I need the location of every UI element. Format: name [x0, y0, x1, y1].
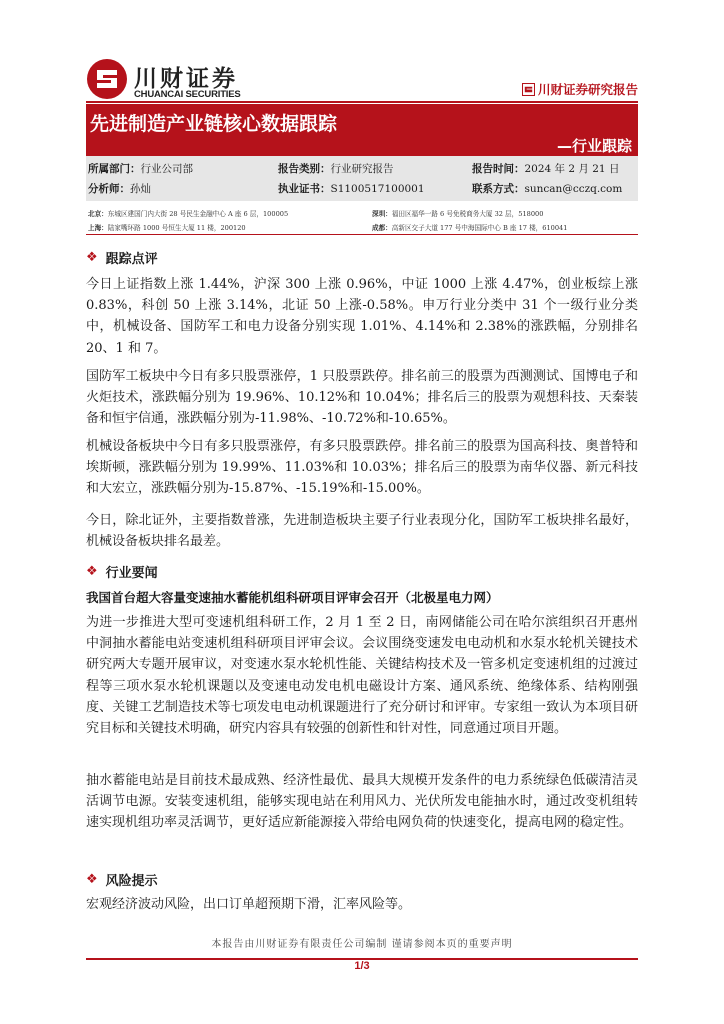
section-diamond-icon: ❖: [86, 872, 98, 887]
news-paragraph-2: 抽水蓄能电站是目前技术最成熟、经济性最优、最具大规模开发条件的电力系统绿色低碳清洁灵活调节电源。安装变速机组，能够实现电站在利用风力、光伏所发电能抽水时，通过改变机组转速实现机组功率灵活调节，更好适应新能源接入带给电网负荷的快速变化，提高电网的稳定性。: [86, 773, 638, 831]
title-banner: [86, 104, 638, 156]
section-heading-news: ❖ 行业要闻: [86, 564, 158, 581]
report-brand-label: 川财证券研究报告: [537, 82, 638, 97]
section-heading-review: ❖ 跟踪点评: [86, 250, 158, 267]
company-name-en: CHUANCAI SECURITIES: [134, 89, 241, 100]
address-divider: [86, 234, 638, 235]
meta-analyst: 分析师：孙灿: [88, 183, 151, 195]
meta-contact: 联系方式：suncan@cczq.com: [472, 183, 623, 195]
report-title: 先进制造产业链核心数据跟踪: [90, 113, 338, 135]
review-paragraph-3: 机械设备板块中今日有多只股票涨停，有多只股票跌停。排名前三的股票为国高科技、奥普特和埃斯顿，涨跌幅分别为 19.99%、11.03%和 10.03%；排名后三的股票为南华仪器、新元科技和大宏立，涨跌幅分别为-15.87%、-15.19%和-15.00%。: [86, 439, 638, 497]
meta-certificate: 执业证书：S1100517100001: [278, 183, 425, 195]
company-name-cn: 川财证券: [134, 66, 238, 92]
address-beijing: 北京：东城区建国门内大街 28 号民生金融中心 A 座 6 层，100005: [88, 210, 289, 218]
news-paragraph-1: 为进一步推进大型可变速机组科研工作，2 月 1 至 2 日，南网储能公司在哈尔滨组织召开惠州中洞抽水蓄能电站变速机组科研项目评审会议。会议围绕变速发电电动机和水泵水轮机关键技术研究两大专题开展审议，对变速水泵水轮机性能、关键结构技术及一管多机定变速机组的过渡过程等三项水泵水轮机课题以及变速电动发电机电磁设计方案、通风系统、绝缘体系、结构刚强度、关键工艺制造技术等七项发电电动机课题进行了充分研讨和评审。专家组一致认为本项目研究目标和关键技术明确，研究内容具有较强的创新性和针对性，同意通过项目开题。: [86, 615, 638, 737]
review-paragraph-2: 国防军工板块中今日有多只股票涨停，1 只股票跌停。排名前三的股票为西测测试、国博电子和火炬技术，涨跌幅分别为 19.96%、10.12%和 10.04%；排名后三的股票为观想科技、天秦装备和恒宇信通，涨跌幅分别为-11.98%、-10.72%和-10.65%。: [86, 369, 638, 427]
report-meta: [86, 156, 638, 201]
brand-mini-logo-icon: [522, 83, 535, 96]
contact-email-link[interactable]: suncan@cczq.com: [524, 183, 623, 195]
header-divider: [86, 101, 638, 103]
risk-paragraph: 宏观经济波动风险，出口订单超预期下滑，汇率风险等。: [86, 897, 412, 912]
meta-report-type: 报告类别：行业研究报告: [278, 163, 394, 175]
news-headline: 我国首台超大容量变速抽水蓄能机组科研项目评审会召开（北极星电力网）: [86, 590, 499, 605]
report-brand: [522, 80, 638, 98]
meta-department: 所属部门：行业公司部: [88, 163, 193, 175]
section-diamond-icon: ❖: [86, 564, 98, 579]
address-shenzhen: 深圳：福田区福华一路 6 号免税商务大厦 32 层，518000: [372, 210, 544, 218]
address-shanghai: 上海：陆家嘴环路 1000 号恒生大厦 11 楼，200120: [88, 224, 246, 232]
section-heading-risk: ❖ 风险提示: [86, 872, 158, 889]
office-addresses: [86, 203, 638, 234]
section-diamond-icon: ❖: [86, 250, 98, 265]
report-subtitle: —行业跟踪: [556, 137, 632, 155]
address-chengdu: 成都：高新区交子大道 177 号中海国际中心 B 座 17 楼，610041: [372, 224, 568, 232]
company-logo-icon: [86, 58, 128, 100]
review-paragraph-1: 今日上证指数上涨 1.44%，沪深 300 上涨 0.96%，中证 1000 上涨 4.47%，创业板综上涨 0.83%，科创 50 上涨 3.14%，北证 50 上涨-0.58%。申万行业分类中 31 个一级行业分类中，机械设备、国防军工和电力设备分别实现 1.01%、4.14%和 2.38%的涨跌幅，分别排名 20、1 和 7。: [86, 277, 638, 356]
footer-disclaimer: 本报告由川财证券有限责任公司编制 谨请参阅本页的重要声明: [211, 939, 513, 950]
meta-report-date: 报告时间：2024 年 2 月 21 日: [472, 163, 620, 175]
page-number: 1/3: [354, 960, 370, 972]
review-paragraph-4: 今日，除北证外，主要指数普涨，先进制造板块主要子行业表现分化，国防军工板块排名最好，机械设备板块排名最差。: [86, 513, 638, 550]
